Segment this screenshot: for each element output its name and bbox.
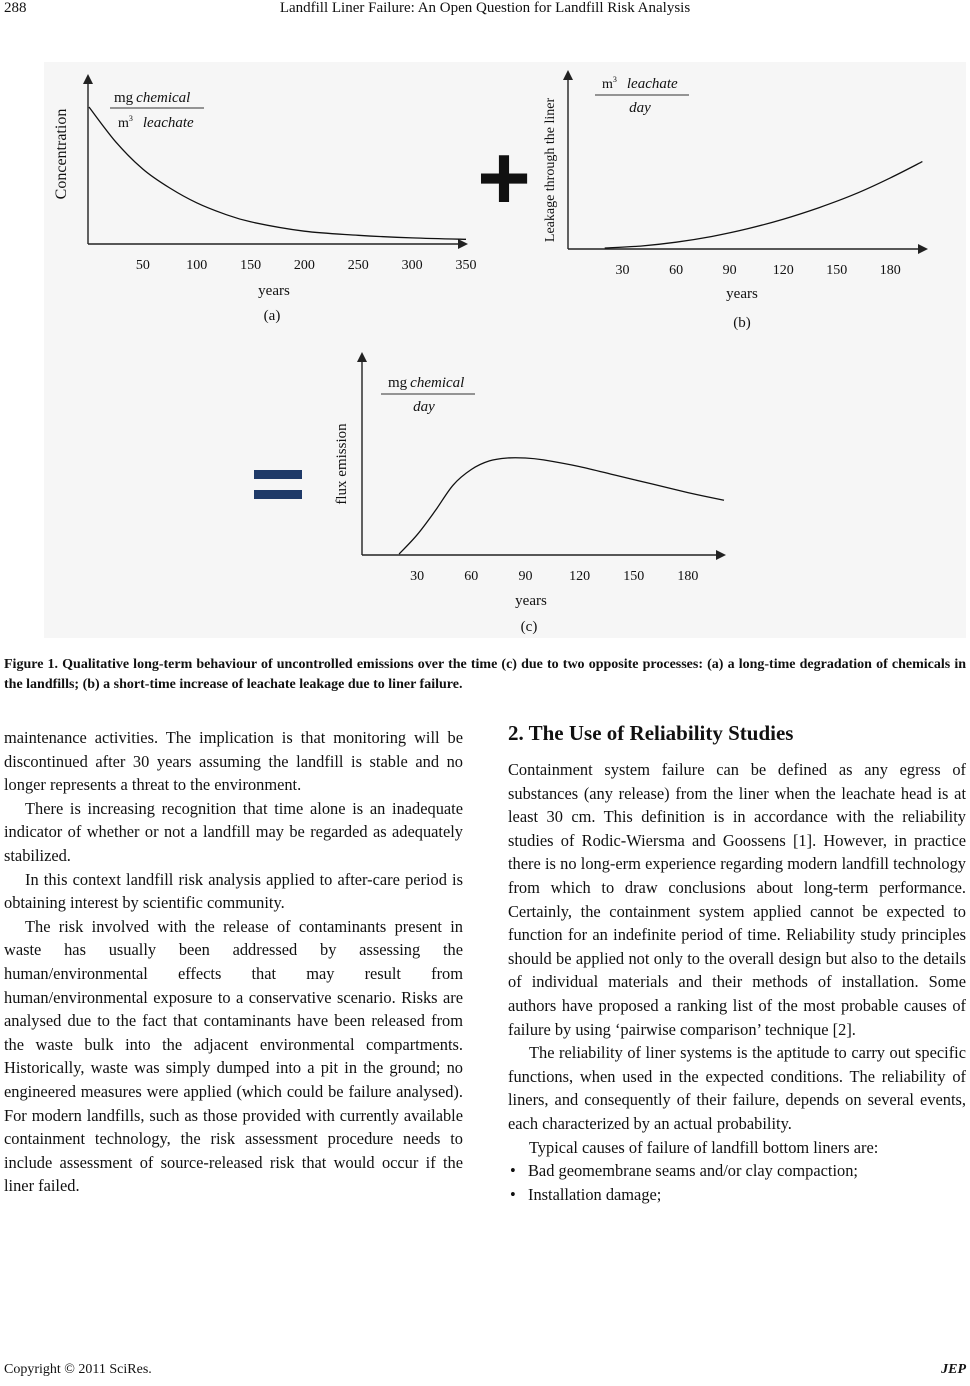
x-tick-label: 90 [518,569,533,584]
page-number: 288 [4,0,27,16]
x-tick-label: 180 [677,569,699,584]
equals-text: = [278,532,279,533]
x-tick-label: 180 [879,263,901,278]
panel-a-ylabel: Concentration [53,108,70,200]
x-tick-label: 150 [826,263,848,278]
panel-a-tag: (a) [263,308,281,324]
x-tick-label: 300 [401,258,423,273]
figure-1 [44,62,966,638]
equals-bar-bottom [254,490,302,499]
x-tick-label: 100 [186,258,208,273]
x-tick-label: 150 [623,569,645,584]
panel-b-curve [605,162,923,248]
panel-b-ylabel: Leakage through the liner [543,97,558,243]
x-tick-label: 350 [455,258,477,273]
running-title: Landfill Liner Failure: An Open Question for Landfill Risk Analysis [279,0,691,16]
x-tick-label: 50 [135,258,150,273]
panel-a-ticks [136,258,477,273]
panel-c [334,354,724,635]
x-tick-label: 200 [293,258,315,273]
panel-c-tag: (c) [520,619,538,635]
x-tick-label: 30 [410,569,425,584]
panel-c-xlabel: years [515,593,547,609]
left-column [4,726,463,1198]
bullet-icon: • [510,1184,516,1204]
plus-operator: + [477,127,531,229]
panel-a-unit-denominator: $m^3$ leachate [118,114,194,131]
figure-svg [44,62,966,638]
panel-b-unit-denominator: day [629,100,651,116]
panel-a-unit-numerator: mg chemical [114,90,191,106]
panel-b-xlabel: years [726,286,758,302]
figure-caption: Figure 1. Qualitative long-term behaviour of uncontrolled emissions over the time (c) due to two opposite processes: (a) a long-time degradation of chemicals in the landfills; (b) a short-time increase of leachate leakage due to liner failure. [4,657,966,692]
panel-b-ticks [616,263,901,278]
right-paragraph-1: Containment system failure can be defined as any egress of substances (any release) from the liner when the leachate head is at least 30 cm. This definition is in accordance with the reliability studies of Rodic-Wiersma and Goossens [1]. However, in practice there is no long-erm experience regarding modern landfill technology from which to draw conclusions about long-term performance. Certainly, the containment system applied cannot be expected to function for an indefinite period of time. Reliability study principles should be applied not only to the overall design but also to the details of individual materials and their methods of installation. Some authors have proposed a ranking list of the most probable causes of failure by using ‘pairwise comparison’ technique [2]. [508,760,966,1039]
list-item: • Bad geomembrane seams and/or clay compaction; [508,1159,966,1183]
panel-c-unit-numerator: mg chemical [388,375,465,391]
x-tick-label: 120 [772,263,794,278]
footer-journal: JEP [941,1362,966,1377]
x-tick-label: 150 [240,258,262,273]
bullet-icon: • [510,1161,516,1181]
panel-b [543,72,926,331]
panel-c-ylabel: flux emission [334,423,350,505]
left-paragraph-1: maintenance activities. The implication is that monitoring will be discontinued after 30 years assuming the landfill is stable and no longer represents a threat to the environment. [4,728,463,795]
panel-b-unit-numerator: $m^3$ leachate [602,75,678,92]
right-column [508,718,966,1206]
left-paragraph-3: In this context landfill risk analysis applied to after-care period is obtaining interest by scientific community. [4,869,463,913]
x-tick-label: 120 [569,569,591,584]
equals-bar-top [254,470,302,479]
right-paragraph-3: Typical causes of failure of landfill bottom liners are: [529,1137,879,1157]
x-tick-label: 30 [615,263,630,278]
panel-c-ticks [410,569,698,584]
panel-c-curve [399,458,724,554]
x-tick-label: 60 [464,569,479,584]
left-paragraph-2: There is increasing recognition that time alone is an inadequate indicator of whether or not a landfill may be regarded as adequately stabilized. [4,798,463,865]
panel-c-unit-denominator: day [413,399,435,415]
panel-a [53,76,477,324]
x-tick-label: 250 [347,258,369,273]
panel-b-tag: (b) [733,315,751,331]
panel-a-xlabel: years [258,283,290,299]
section-heading: 2. The Use of Reliability Studies [508,721,794,745]
failure-causes-list [508,1159,966,1206]
footer-copyright: Copyright © 2011 SciRes. [4,1362,152,1377]
list-item: • Installation damage; [508,1183,966,1207]
x-tick-label: 90 [722,263,737,278]
x-tick-label: 60 [669,263,684,278]
right-paragraph-2: The reliability of liner systems is the aptitude to carry out specific functions, when used in the expected conditions. The reliability of liners, and consequently of their failure, depends on several events, each characterized by an actual probability. [508,1043,966,1133]
equals-operator [254,470,302,533]
left-paragraph-4: The risk involved with the release of contaminants present in waste has usually been addressed by assessing the human/environmental effects that may result from human/environmental exposure to a conservative scenario. Risks are analysed due to the fact that contaminants have been released from the waste bulk into the adjacent environmental compartments. Historically, waste was simply dumped into a pit in the ground; no engineered measures were applied (which could be failure analysed). For modern landfills, such as those provided with currently available containment technology, the risk assessment procedure needs to include assessment of source-released risk that would occur if the liner failed. [4,916,463,1196]
